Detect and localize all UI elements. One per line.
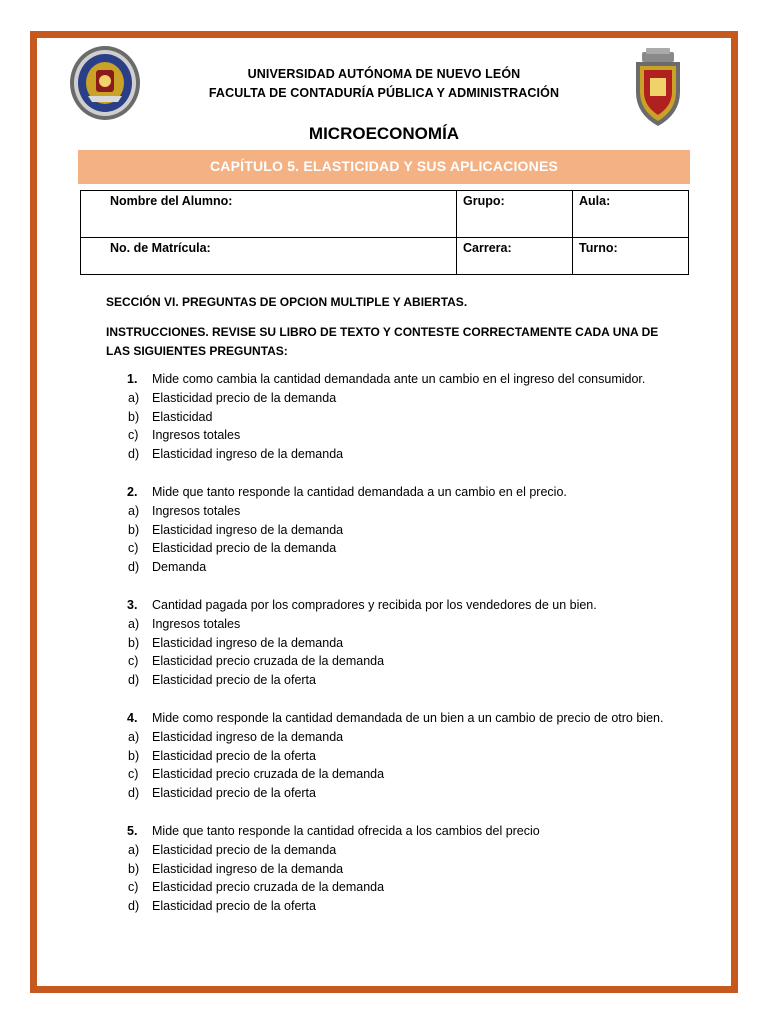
option-text: Elasticidad ingreso de la demanda — [152, 861, 344, 876]
option-letter: b) — [128, 748, 140, 763]
shift-field[interactable] — [573, 238, 689, 275]
option-text: Elasticidad ingreso de la demanda — [152, 447, 344, 462]
question-item — [106, 596, 666, 690]
question-number: 5. — [127, 823, 138, 838]
option-text: Elasticidad ingreso de la demanda — [152, 729, 344, 744]
question-row — [106, 596, 666, 615]
room-label: Aula: — [579, 194, 611, 208]
option-letter: d) — [128, 786, 140, 801]
option-letter: a) — [128, 390, 140, 405]
student-id-label: No. de Matrícula: — [110, 241, 211, 255]
answer-option[interactable] — [106, 728, 666, 747]
option-letter: d) — [128, 899, 140, 914]
student-name-label: Nombre del Alumno: — [110, 194, 233, 208]
option-text: Elasticidad precio de la oferta — [152, 748, 316, 763]
answer-option[interactable] — [106, 784, 666, 803]
answer-option[interactable] — [106, 671, 666, 690]
question-text: Mide como cambia la cantidad demandada ante un cambio en el ingreso del consumidor. — [152, 372, 646, 386]
answer-option[interactable] — [106, 445, 666, 464]
table-row — [81, 238, 689, 275]
answer-option[interactable] — [106, 389, 666, 408]
option-text: Ingresos totales — [152, 503, 241, 518]
answer-option[interactable] — [106, 841, 666, 860]
table-row — [81, 191, 689, 238]
answer-option[interactable] — [106, 502, 666, 521]
question-list — [106, 370, 666, 935]
option-letter: d) — [128, 673, 140, 688]
option-text: Elasticidad precio de la oferta — [152, 786, 316, 801]
answer-option[interactable] — [106, 558, 666, 577]
career-field[interactable] — [457, 238, 573, 275]
question-text: Mide que tanto responde la cantidad ofrecida a los cambios del precio — [152, 823, 540, 838]
answer-option[interactable] — [106, 426, 666, 445]
answer-option[interactable] — [106, 634, 666, 653]
university-seal-icon — [68, 44, 142, 122]
question-row — [106, 370, 666, 389]
answer-option[interactable] — [106, 878, 666, 897]
answer-option[interactable] — [106, 521, 666, 540]
option-text: Elasticidad — [152, 409, 213, 424]
option-text: Elasticidad precio de la oferta — [152, 673, 316, 688]
option-text: Elasticidad ingreso de la demanda — [152, 635, 344, 650]
question-item — [106, 822, 666, 916]
option-text: Ingresos totales — [152, 616, 241, 631]
option-letter: c) — [128, 654, 139, 669]
option-letter: d) — [128, 447, 140, 462]
option-text: Ingresos totales — [152, 428, 241, 443]
question-number: 1. — [127, 372, 138, 386]
question-text: Cantidad pagada por los compradores y recibida por los vendedores de un bien. — [152, 597, 597, 612]
group-label: Grupo: — [463, 194, 505, 208]
faculty-name: FACULTA DE CONTADURÍA PÚBLICA Y ADMINISTRACIÓN — [208, 86, 560, 100]
student-name-field[interactable] — [81, 191, 457, 238]
student-info-table — [80, 190, 689, 275]
question-item — [106, 709, 666, 803]
answer-option[interactable] — [106, 615, 666, 634]
room-field[interactable] — [573, 191, 689, 238]
student-id-field[interactable] — [81, 238, 457, 275]
answer-option[interactable] — [106, 765, 666, 784]
answer-option[interactable] — [106, 897, 666, 916]
option-text: Elasticidad precio de la demanda — [152, 541, 337, 556]
option-text: Elasticidad precio de la oferta — [152, 899, 316, 914]
question-row — [106, 709, 666, 728]
option-letter: c) — [128, 428, 139, 443]
option-letter: b) — [128, 522, 140, 537]
option-letter: a) — [128, 729, 140, 744]
option-text: Elasticidad ingreso de la demanda — [152, 522, 344, 537]
question-text: Mide como responde la cantidad demandada de un bien a un cambio de precio de otro bien. — [152, 710, 664, 725]
option-letter: d) — [128, 560, 140, 575]
chapter-title: CAPÍTULO 5. ELASTICIDAD Y SUS APLICACIONES — [209, 158, 559, 174]
option-letter: a) — [128, 616, 140, 631]
option-text: Elasticidad precio cruzada de la demanda — [152, 654, 385, 669]
option-text: Elasticidad precio de la demanda — [152, 842, 337, 857]
question-number: 3. — [127, 597, 138, 612]
answer-option[interactable] — [106, 747, 666, 766]
question-number: 4. — [127, 710, 138, 725]
option-text: Elasticidad precio cruzada de la demanda — [152, 880, 385, 895]
question-text: Mide que tanto responde la cantidad demandada a un cambio en el precio. — [152, 484, 567, 499]
shift-label: Turno: — [579, 241, 618, 255]
option-letter: a) — [128, 842, 140, 857]
group-field[interactable] — [457, 191, 573, 238]
answer-option[interactable] — [106, 408, 666, 427]
chapter-banner — [78, 150, 690, 184]
option-letter: c) — [128, 767, 139, 782]
question-item — [106, 370, 666, 464]
career-label: Carrera: — [463, 241, 512, 255]
question-item — [106, 483, 666, 577]
section-title: SECCIÓN VI. PREGUNTAS DE OPCION MULTIPLE Y ABIERTAS. — [106, 295, 468, 309]
subject-title: MICROECONOMÍA — [308, 124, 460, 143]
answer-option[interactable] — [106, 539, 666, 558]
option-letter: a) — [128, 503, 140, 518]
question-number: 2. — [127, 484, 138, 499]
university-name: UNIVERSIDAD AUTÓNOMA DE NUEVO LEÓN — [247, 67, 521, 81]
answer-option[interactable] — [106, 652, 666, 671]
option-letter: b) — [128, 635, 140, 650]
option-text: Elasticidad precio de la demanda — [152, 390, 337, 405]
instructions: INSTRUCCIONES. REVISE SU LIBRO DE TEXTO Y CONTESTE CORRECTAMENTE CADA UNA DE LAS SIGUIENTES PREGUNTAS: — [106, 325, 659, 358]
question-row — [106, 483, 666, 502]
answer-option[interactable] — [106, 860, 666, 879]
option-letter: c) — [128, 880, 139, 895]
option-letter: c) — [128, 541, 139, 556]
option-letter: b) — [128, 861, 140, 876]
option-text: Elasticidad precio cruzada de la demanda — [152, 767, 385, 782]
option-letter: b) — [128, 409, 140, 424]
option-text: Demanda — [152, 560, 207, 575]
question-row — [106, 822, 666, 841]
